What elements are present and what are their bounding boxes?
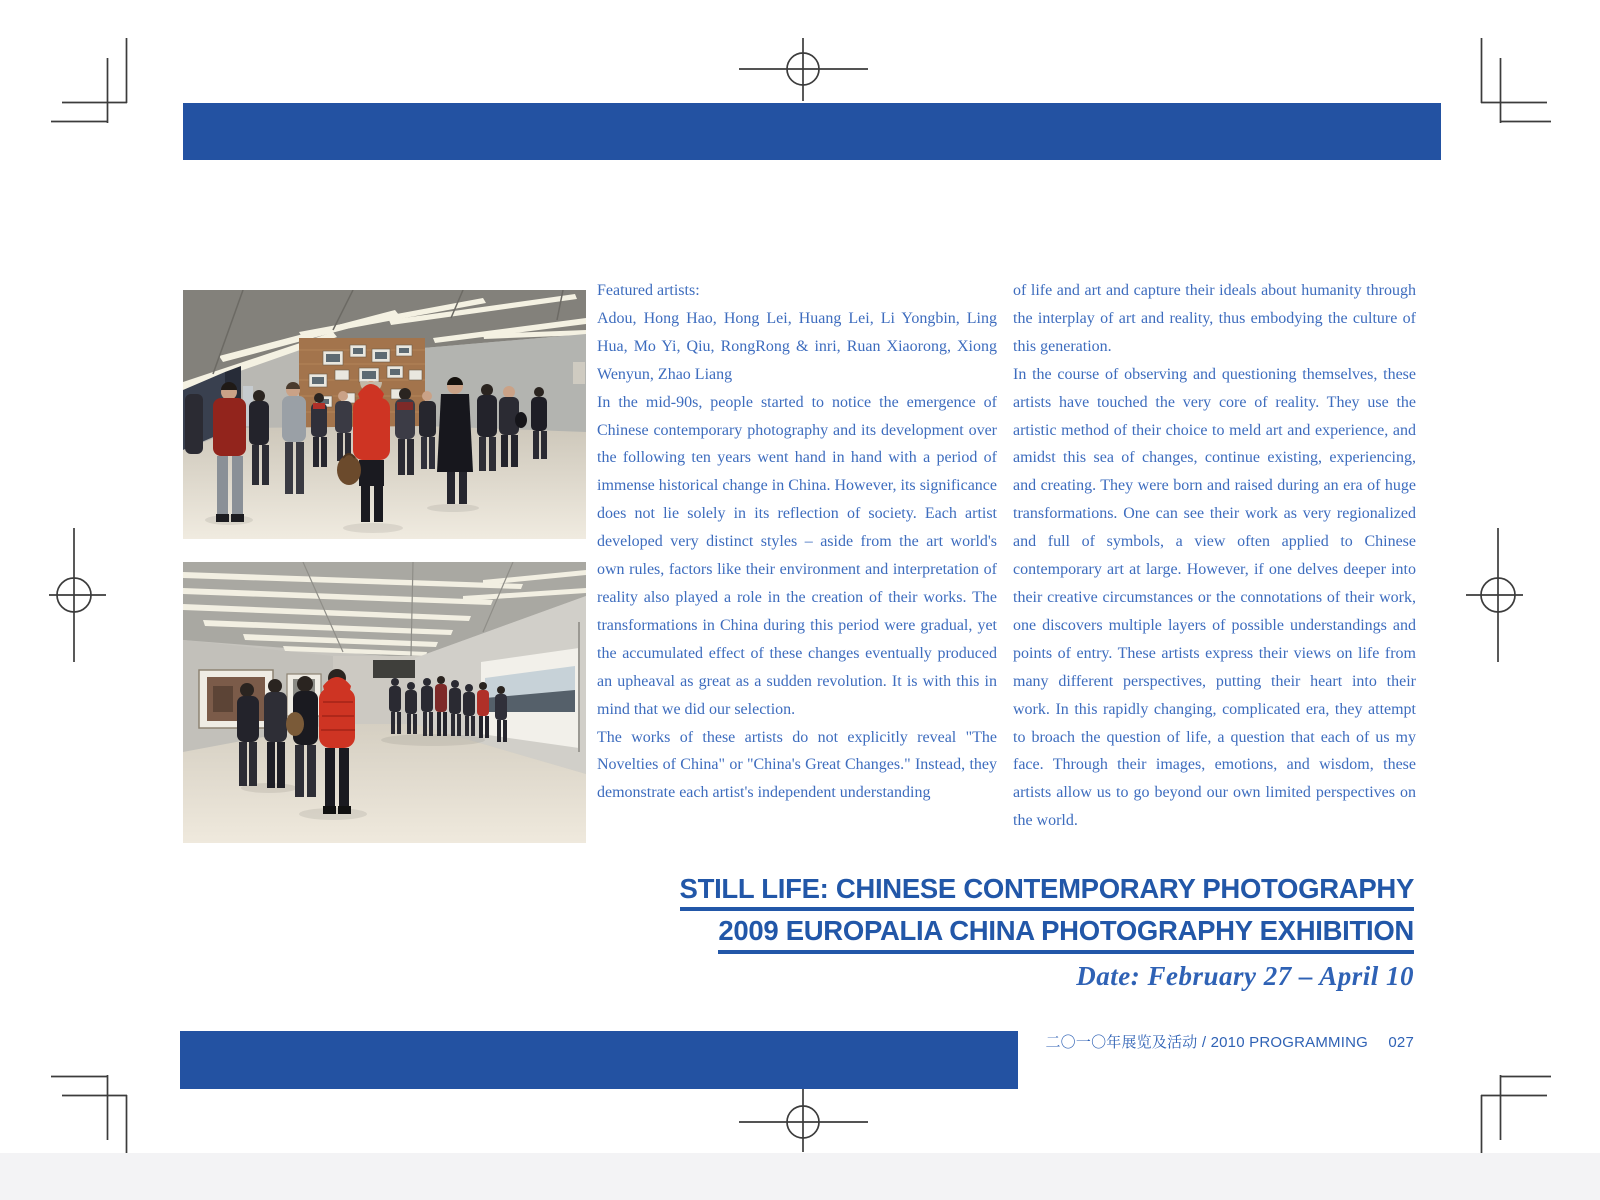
page-number: 027: [1388, 1034, 1414, 1051]
exhibition-title-line2: 2009 EUROPALIA CHINA PHOTOGRAPHY EXHIBITION: [680, 916, 1414, 953]
article-paragraph: In the course of observing and questioning themselves, these artists have touched the very core of reality. They use the artistic method of their choice to meld art and experience, and amidst this sea of changes, continue existing, experiencing, and creating. They were born and raised during an era of huge transformations. One can see their work as very regionalized and full of symbols, a view often applied to Chinese contemporary art at large. However, if one delves deeper into their creative circumstances or the connotations of their work, one discovers multiple layers of possible understandings and points of entry. These artists express their views on life from many different perspectives, putting their heart into their work. In this rapidly changing, complicated era, they attempt to broach the question of life, a question that each of us my face. Through their images, emotions, and wisdom, these artists allow us to go beyond our own limited perspectives on the world.: [1013, 365, 1416, 830]
article-column-left: [597, 277, 997, 807]
exhibition-date: Date: February 27 – April 10: [1076, 960, 1414, 991]
exhibition-photo-top: [183, 290, 586, 539]
exhibition-photo-bottom: [183, 562, 586, 843]
article-paragraph: The works of these artists do not explicitly reveal "The Novelties of China" or "China's Great Changes." Instead, they demonstrate each artist's independent understanding: [597, 728, 997, 802]
featured-artists-label: Featured artists:: [597, 282, 700, 299]
exhibition-title-line1: STILL LIFE: CHINESE CONTEMPORARY PHOTOGRAPHY: [680, 874, 1414, 911]
article-paragraph: In the mid-90s, people started to notice the emergence of Chinese contemporary photography and its development over the following ten years went hand in hand with a period of immense historical change in China. However, its significance does not lie solely in its reflection of society. Each artist developed very distinct styles – aside from the art world's own rules, factors like their environment and interpretation of reality also played a role in the creation of their works. The transformations in China during this period were gradual, yet the accumulated effect of these changes eventually produced an upheaval as great as a sudden revolution. It is with this in mind that we did our selection.: [597, 393, 997, 718]
exhibition-title-block: [680, 874, 1414, 992]
artist-list: Adou, Hong Hao, Hong Lei, Huang Lei, Li Yongbin, Ling Hua, Mo Yi, Qiu, RongRong & inri, Ruan Xiaorong, Xiong Wenyun, Zhao Liang: [597, 309, 997, 383]
page-bottom-gray-strip: [0, 1153, 1600, 1200]
article-paragraph: of life and art and capture their ideals about humanity through the interplay of art and reality, thus embodying the culture of this generation.: [1013, 282, 1416, 355]
article-column-right: [1013, 277, 1416, 835]
bottom-blue-bar: [180, 1031, 1018, 1089]
page-footer: [1045, 1031, 1414, 1052]
footer-section-label: 二〇一〇年展览及活动 / 2010 PROGRAMMING: [1045, 1034, 1368, 1051]
top-blue-bar: [183, 103, 1441, 160]
